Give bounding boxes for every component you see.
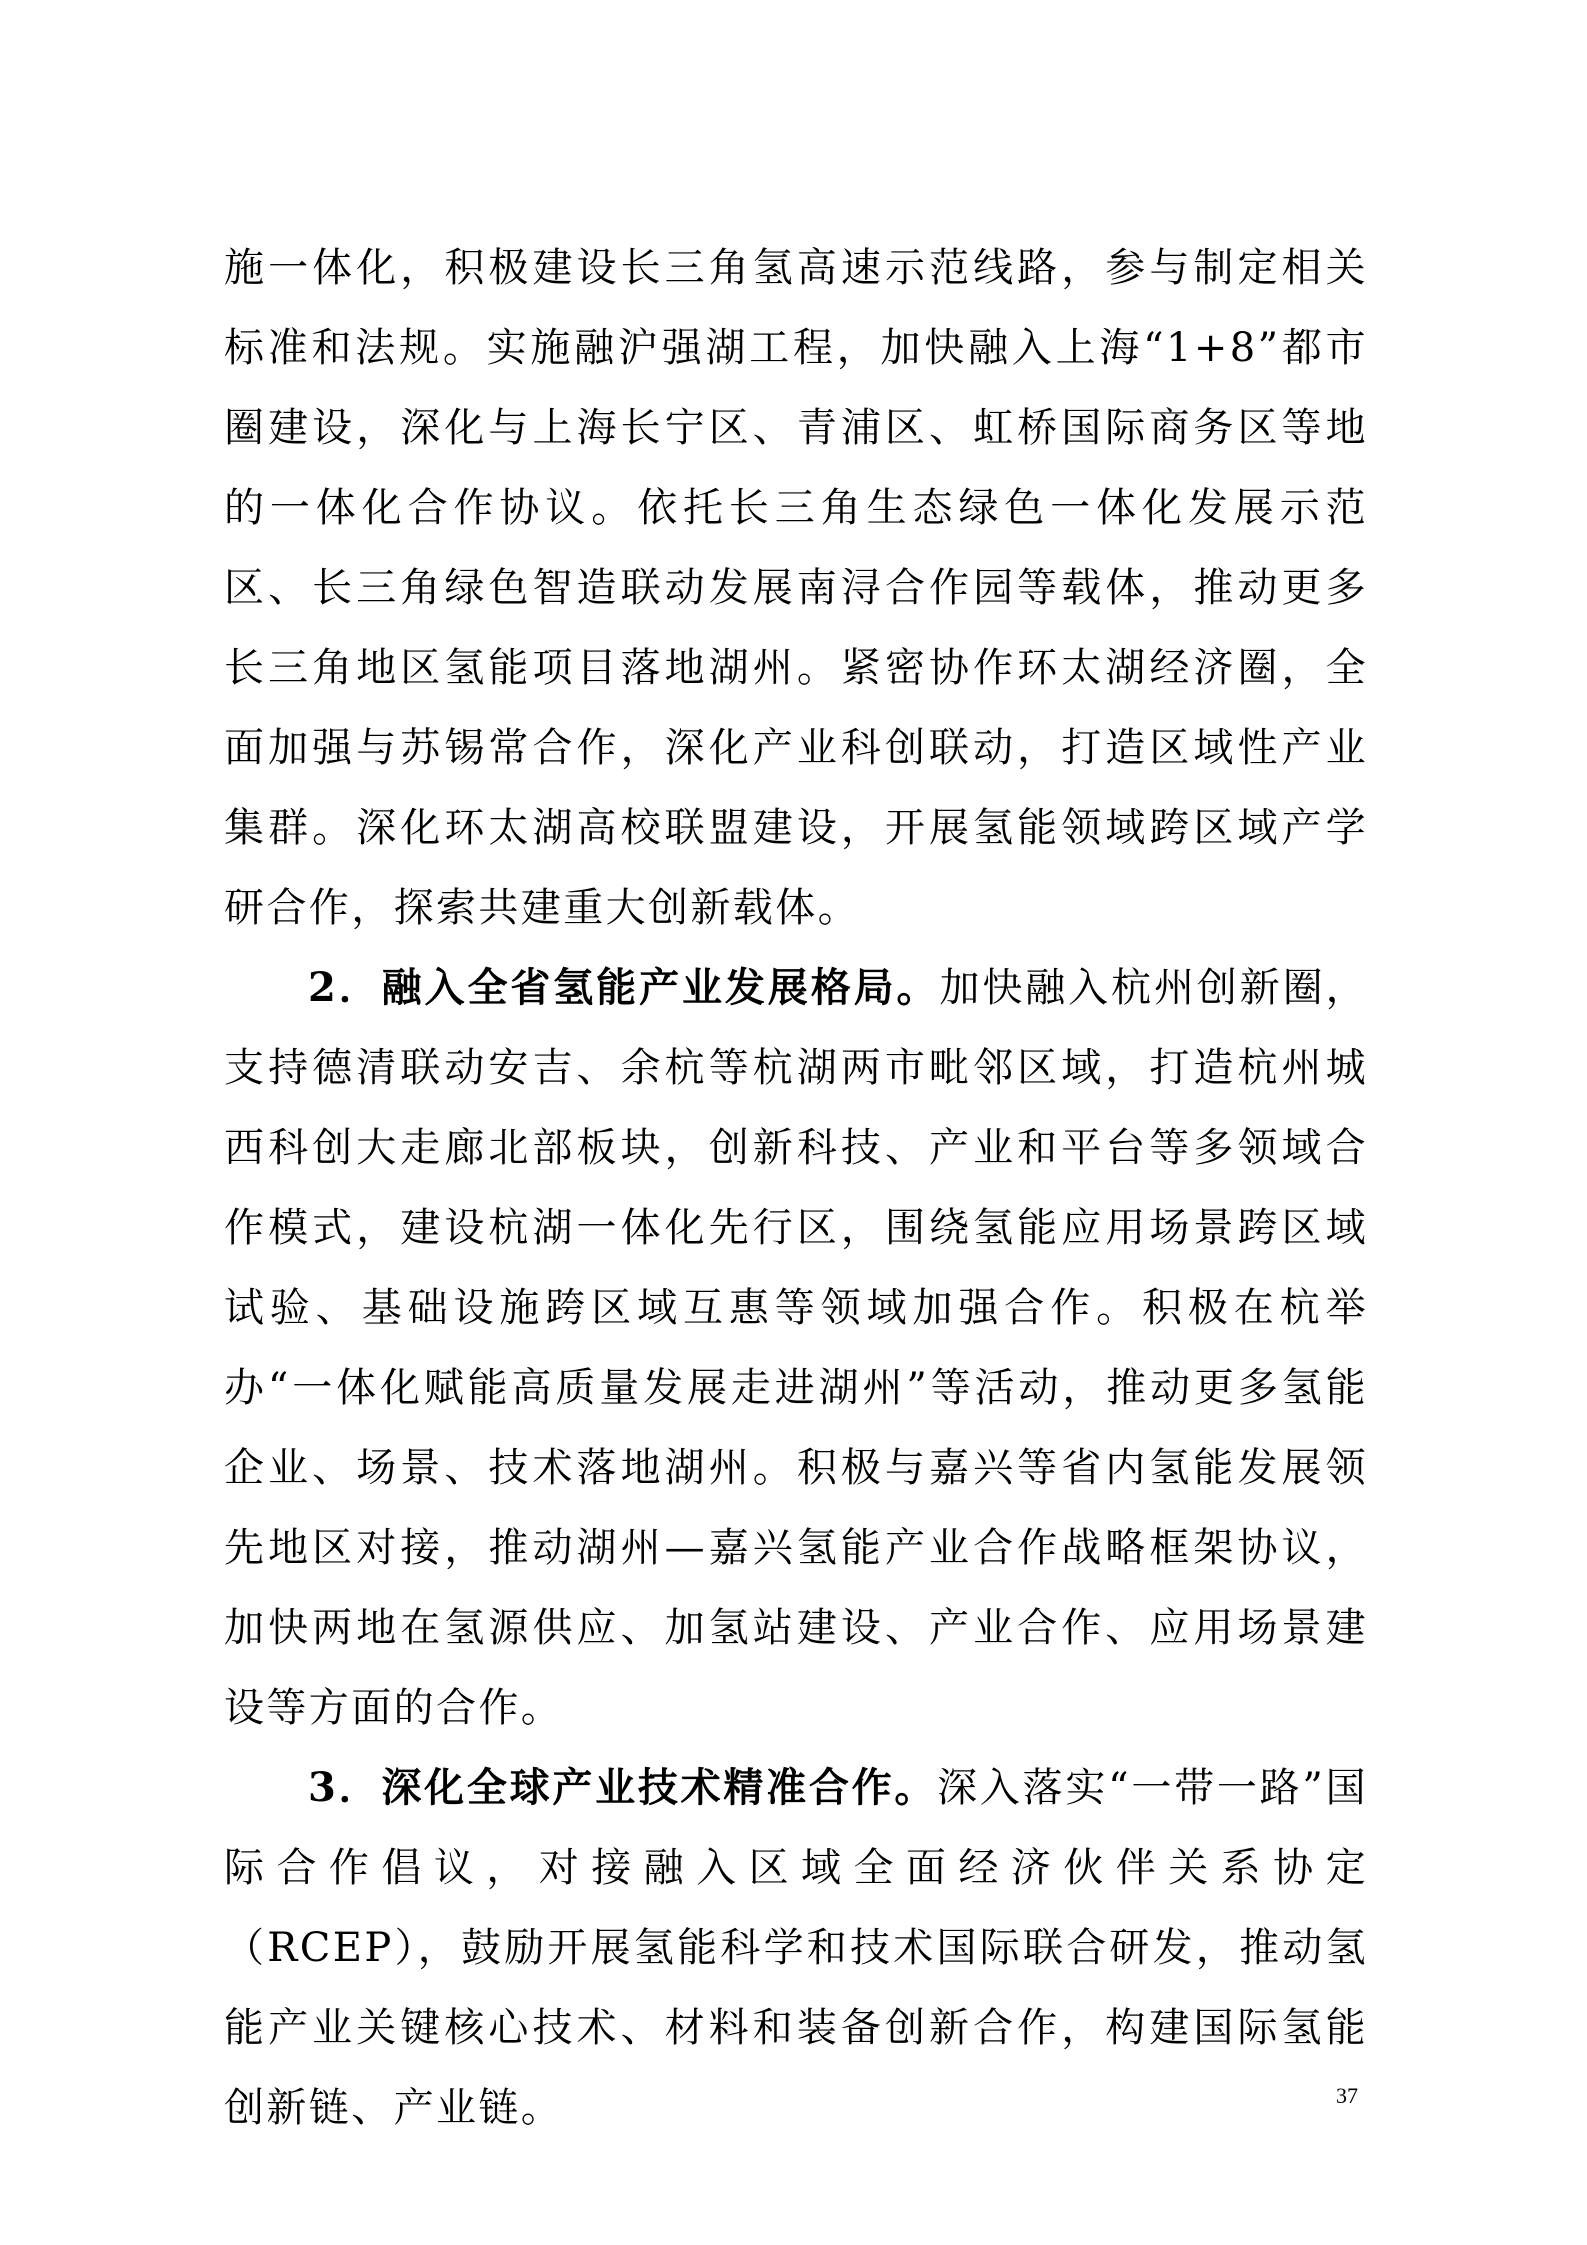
paragraph-text: 深入落实“一带一路”国际合作倡议，对接融入区域全面经济伙伴关系协定（RCEP），鼓励开展氢能科学和技术国际联合研发，推动氢能产业关键核心技术、材料和装备创新合作，构建国际氢能创新链、产业链。: [224, 1765, 1368, 2131]
paragraph-provincial-integration: [224, 948, 1368, 1748]
paragraph-text: 施一体化，积极建设长三角氢高速示范线路，参与制定相关标准和法规。实施融沪强湖工程，加快融入上海“1+8”都市圈建设，深化与上海长宁区、青浦区、虹桥国际商务区等地的一体化合作协议。依托长三角生态绿色一体化发展示范区、长三角绿色智造联动发展南浔合作园等载体，推动更多长三角地区氢能项目落地湖州。紧密协作环太湖经济圈，全面加强与苏锡常合作，深化产业科创联动，打造区域性产业集群。深化环太湖高校联盟建设，开展氢能领域跨区域产学研合作，探索共建重大创新载体。: [224, 245, 1368, 931]
paragraph-heading: 2．融入全省氢能产业发展格局。: [308, 964, 940, 1011]
paragraph-global-cooperation: [224, 1748, 1368, 2148]
document-body: [224, 228, 1368, 2148]
paragraph-text: 加快融入杭州创新圈，支持德清联动安吉、余杭等杭湖两市毗邻区域，打造杭州城西科创大走廊北部板块，创新科技、产业和平台等多领域合作模式，建设杭湖一体化先行区，围绕氢能应用场景跨区域试验、基础设施跨区域互惠等领域加强合作。积极在杭举办“一体化赋能高质量发展走进湖州”等活动，推动更多氢能企业、场景、技术落地湖州。积极与嘉兴等省内氢能发展领先地区对接，推动湖州—嘉兴氢能产业合作战略框架协议，加快两地在氢源供应、加氢站建设、产业合作、应用场景建设等方面的合作。: [224, 965, 1368, 1731]
page-number: 37: [1336, 2083, 1358, 2108]
paragraph-continuation: [224, 228, 1368, 948]
paragraph-heading: 3．深化全球产业技术精准合作。: [308, 1764, 938, 1811]
